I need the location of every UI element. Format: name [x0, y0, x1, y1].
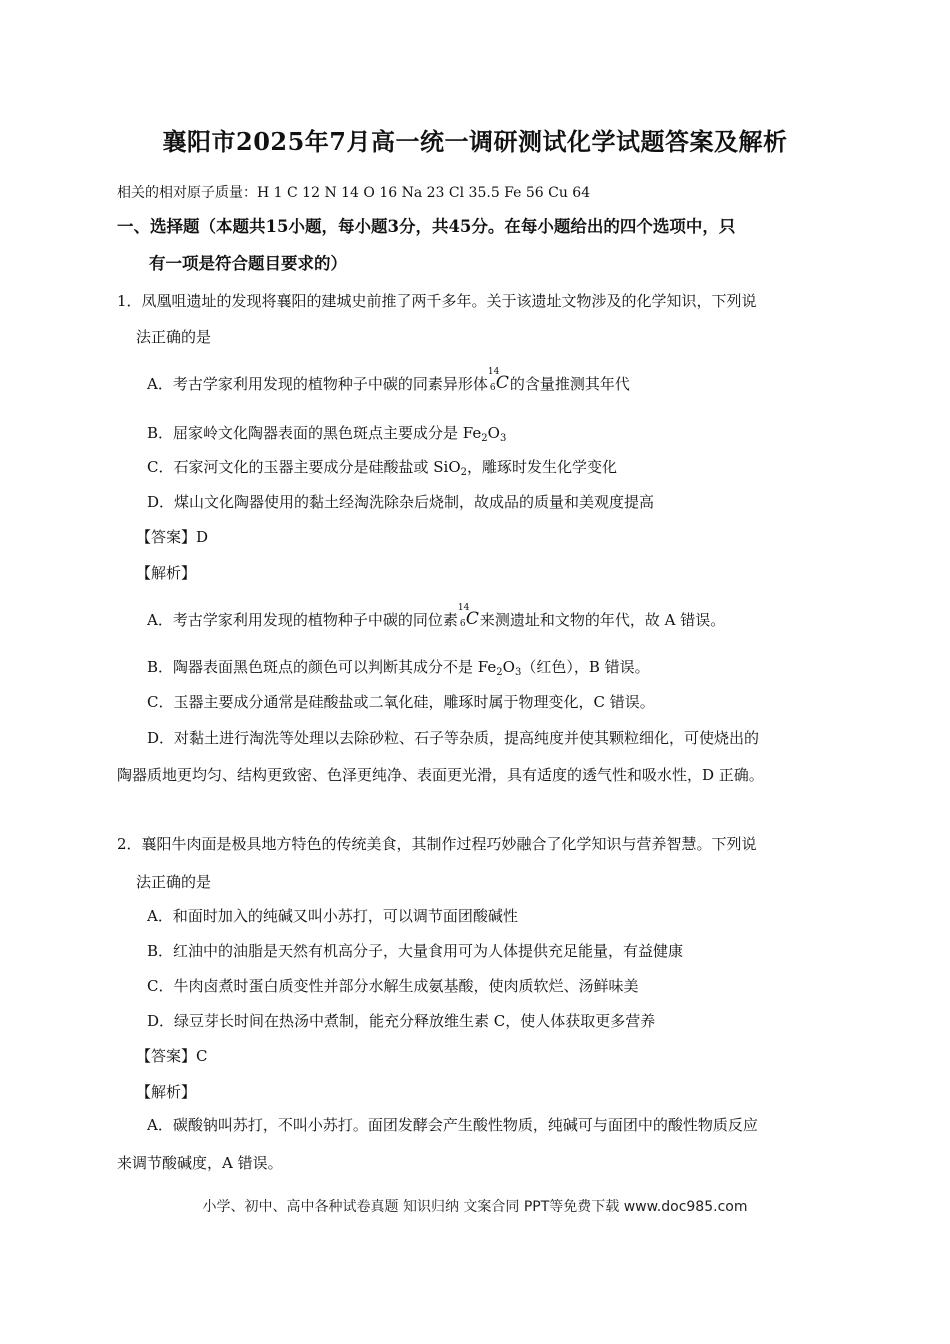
subscript: 2 [481, 433, 488, 444]
subscript: 2 [496, 667, 503, 678]
q1-option-a-text: A．考古学家利用发现的植物种子中碳的同素异形体 [147, 375, 488, 393]
isotope-symbol: C [465, 609, 479, 629]
q2-option-c: C．牛肉卤煮时蛋白质变性并部分水解生成氨基酸，使肉质软烂、汤鲜味美 [147, 977, 639, 995]
q1-explanation-c: C．玉器主要成分通常是硅酸盐或二氧化硅，雕琢时属于物理变化，C 错误。 [147, 693, 655, 711]
q1-option-b-text: B．屈家岭文化陶器表面的黑色斑点主要成分是 Fe [147, 424, 482, 442]
subscript: 3 [514, 667, 522, 678]
page-footer: 小学、初中、高中各种试卷真题 知识归纳 文案合同 PPT等免费下载 www.doc985.com [202, 1199, 748, 1215]
q1-option-a [147, 367, 630, 394]
q1-explanation-a-text-end: 来测遗址和文物的年代，故 A 错误。 [479, 611, 726, 629]
isotope-symbol: C [495, 373, 509, 393]
q1-option-b [147, 423, 506, 443]
q1-option-c-text: C．石家河文化的玉器主要成分是硅酸盐或 SiO [147, 458, 461, 476]
q1-option-c-text-end: ，雕琢时发生化学变化 [467, 458, 618, 476]
q1-explanation-b-text-end: （红色），B 错误。 [521, 658, 650, 676]
subscript: 3 [499, 433, 507, 444]
q1-explanation-d-line2: 陶器质地更均匀、结构更致密、色泽更纯净、表面更光滑，具有适度的透气性和吸水性，D 正确。 [117, 766, 764, 784]
q1-option-a-text-end: 的含量推测其年代 [509, 375, 630, 393]
q1-option-c [147, 457, 617, 477]
isotope-mass-number: 14 [487, 367, 500, 377]
q2-stem-line2: 法正确的是 [136, 873, 212, 891]
q2-analysis-label: 【解析】 [136, 1083, 197, 1101]
q1-answer: 【答案】D [136, 528, 209, 546]
q1-explanation-a [147, 603, 726, 630]
q2-option-a: A．和面时加入的纯碱又叫小苏打，可以调节面团酸碱性 [147, 907, 518, 925]
formula-part: O [487, 424, 500, 442]
isotope-c14-notation [487, 367, 510, 394]
q1-explanation-b [147, 657, 650, 677]
q1-stem-line1: 1．凤凰咀遗址的发现将襄阳的建城史前推了两千多年。关于该遗址文物涉及的化学知识，下列说 [117, 292, 757, 310]
q2-explanation-a-line1: A．碳酸钠叫苏打，不叫小苏打。面团发酵会产生酸性物质，纯碱可与面团中的酸性物质反应 [147, 1116, 758, 1134]
isotope-mass-number: 14 [457, 603, 470, 613]
section-heading-line2: 有一项是符合题目要求的） [149, 254, 347, 273]
q2-option-b: B．红油中的油脂是天然有机高分子，大量食用可为人体提供充足能量，有益健康 [147, 942, 684, 960]
formula-part: O [502, 658, 515, 676]
isotope-c14-notation [457, 603, 480, 630]
page-title: 襄阳市2025年7月高一统一调研测试化学试题答案及解析 [162, 127, 788, 156]
q1-stem-line2: 法正确的是 [136, 328, 212, 346]
subscript: 2 [460, 467, 467, 478]
q1-explanation-d-line1: D．对黏土进行淘洗等处理以去除砂粒、石子等杂质，提高纯度并使其颗粒细化，可使烧出的 [147, 729, 760, 747]
q1-analysis-label: 【解析】 [136, 564, 197, 582]
isotope-atomic-number: 6 [459, 619, 466, 629]
q1-explanation-b-text: B．陶器表面黑色斑点的颜色可以判断其成分不是 Fe [147, 658, 497, 676]
isotope-atomic-number: 6 [489, 383, 496, 393]
q2-option-d: D．绿豆芽长时间在热汤中煮制，能充分释放维生素 C，使人体获取更多营养 [147, 1012, 656, 1030]
q1-option-d: D．煤山文化陶器使用的黏土经淘洗除杂后烧制，故成品的质量和美观度提高 [147, 493, 655, 511]
q2-explanation-a-line2: 来调节酸碱度，A 错误。 [117, 1154, 283, 1172]
q2-stem-line1: 2．襄阳牛肉面是极具地方特色的传统美食，其制作过程巧妙融合了化学知识与营养智慧。下列说 [117, 835, 757, 853]
section-heading-line1: 一、选择题（本题共15小题，每小题3分，共45分。在每小题给出的四个选项中，只 [117, 217, 736, 236]
q1-explanation-a-text: A．考古学家利用发现的植物种子中碳的同位素 [147, 611, 458, 629]
q2-answer: 【答案】C [136, 1047, 208, 1065]
atomic-masses: 相关的相对原子质量：H 1 C 12 N 14 O 16 Na 23 Cl 35.5 Fe 56 Cu 64 [117, 185, 591, 201]
